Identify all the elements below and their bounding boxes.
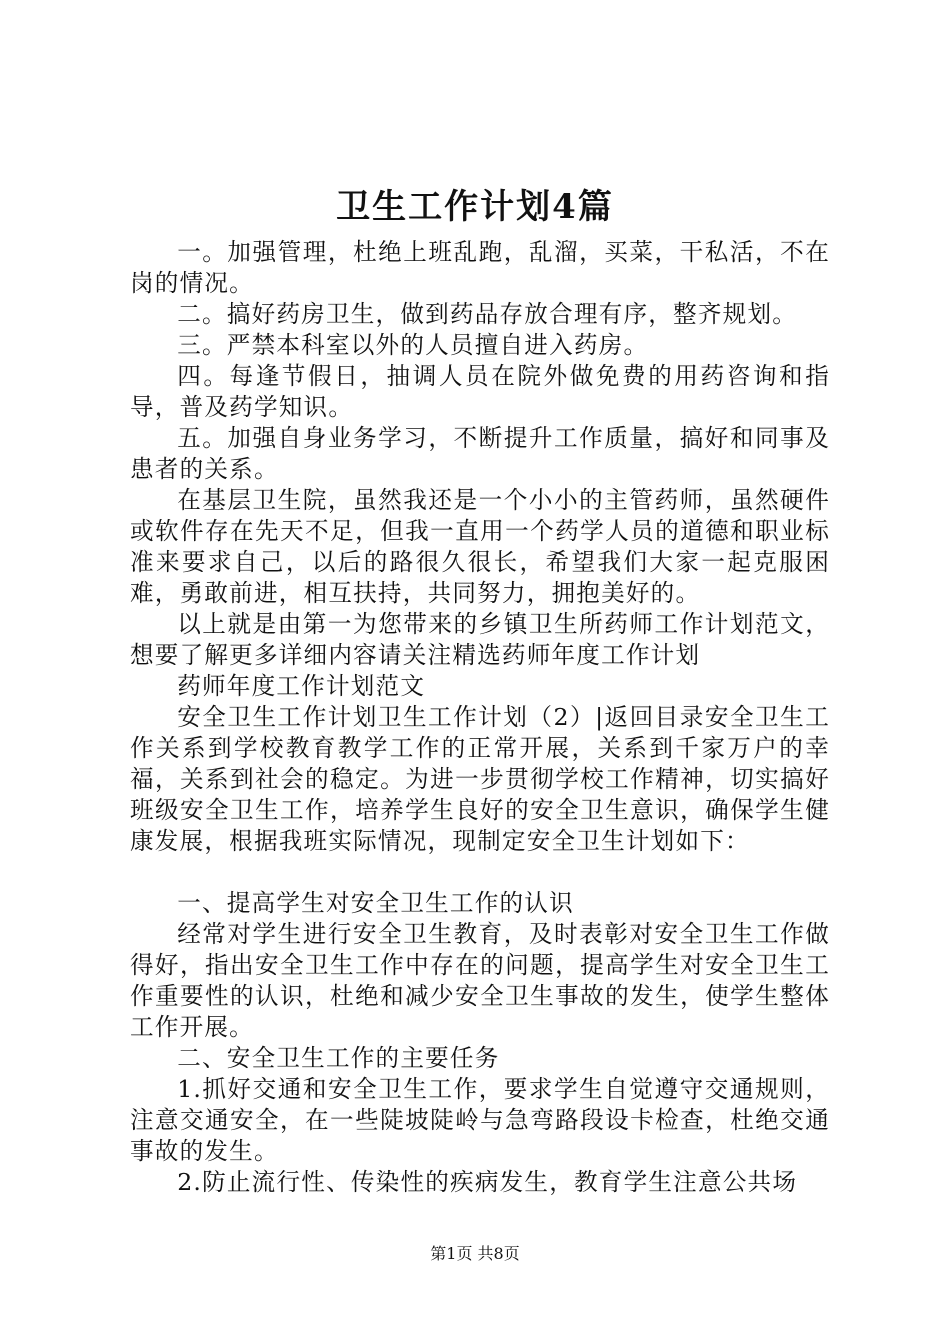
document-title: 卫生工作计划4篇	[336, 187, 614, 227]
paragraph: 二。搞好药房卫生，做到药品存放合理有序，整齐规划。	[177, 300, 798, 328]
paragraph: 安全卫生工作计划卫生工作计划（2）|返回目录安全卫生工作关系到学校教育教学工作的正常开展，关系到千家万户的幸福，关系到社会的稳定。为进一步贯彻学校工作精神，切实搞好班级安全卫生工作，培养学生良好的安全卫生意识，确保学生健康发展，根据我班实际情况，现制定安全卫生计划如下：	[130, 703, 830, 855]
paragraph: 三。严禁本科室以外的人员擅自进入药房。	[177, 331, 649, 359]
paragraph: 四。每逢节假日，抽调人员在院外做免费的用药咨询和指导，普及药学知识。	[130, 362, 830, 421]
paragraph: 在基层卫生院，虽然我还是一个小小的主管药师，虽然硬件或软件存在先天不足，但我一直用一个药学人员的道德和职业标准来要求自己，以后的路很久很长，希望我们大家一起克服困难，勇敢前进，相互扶持，共同努力，拥抱美好的。	[130, 486, 830, 607]
section-heading: 一、提高学生对安全卫生工作的认识	[177, 889, 574, 917]
paragraph: 药师年度工作计划范文	[177, 672, 426, 700]
paragraph: 2.防止流行性、传染性的疾病发生，教育学生注意公共场	[177, 1168, 798, 1196]
paragraph: 五。加强自身业务学习，不断提升工作质量，搞好和同事及患者的关系。	[130, 424, 830, 483]
paragraph: 以上就是由第一为您带来的乡镇卫生所药师工作计划范文，想要了解更多详细内容请关注精选药师年度工作计划	[130, 610, 830, 669]
section-heading: 二、安全卫生工作的主要任务	[177, 1044, 500, 1072]
document-body	[130, 237, 830, 1198]
paragraph: 一。加强管理，杜绝上班乱跑，乱溜，买菜，干私活，不在岗的情况。	[130, 238, 830, 297]
paragraph: 经常对学生进行安全卫生教育，及时表彰对安全卫生工作做得好，指出安全卫生工作中存在的问题，提高学生对安全卫生工作重要性的认识，杜绝和减少安全卫生事故的发生，使学生整体工作开展。	[130, 920, 830, 1041]
page-indicator: 第1页 共8页	[430, 1244, 520, 1263]
paragraph: 1.抓好交通和安全卫生工作，要求学生自觉遵守交通规则，注意交通安全，在一些陡坡陡岭与急弯路段设卡检查，杜绝交通事故的发生。	[130, 1075, 830, 1165]
